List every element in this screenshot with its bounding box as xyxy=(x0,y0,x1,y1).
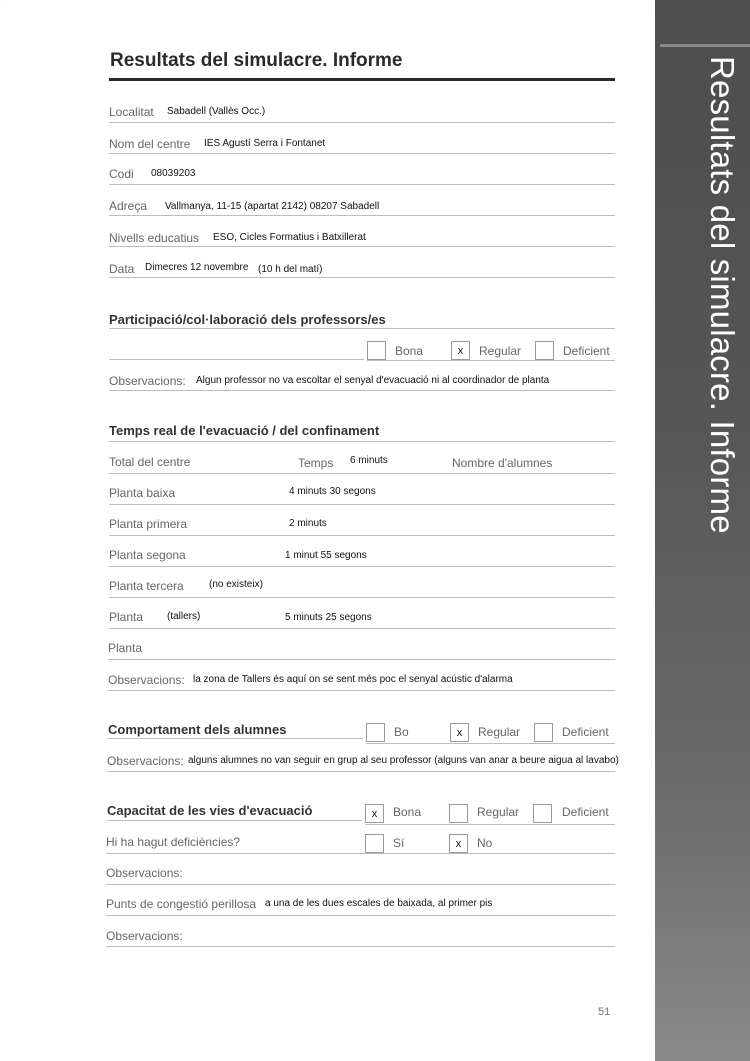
planta-row-line xyxy=(109,504,615,505)
deficiencies-label: Hi ha hagut deficiències? xyxy=(106,835,241,849)
codi-value[interactable]: 08039203 xyxy=(151,168,196,179)
planta-row-note[interactable]: (no existeix) xyxy=(209,579,263,590)
comportament-options-line xyxy=(366,743,615,744)
participacio-obs-label: Observacions: xyxy=(109,374,186,388)
capacitat-heading: Capacitat de les vies d'evacuació xyxy=(107,803,313,818)
planta-row-label: Planta segona xyxy=(109,548,186,562)
comportament-heading: Comportament dels alumnes xyxy=(108,722,287,737)
capacitat-obs-label: Observacions: xyxy=(106,866,183,880)
deficiencies-no-label: No xyxy=(477,836,493,850)
comportament-obs-value[interactable]: alguns alumnes no van seguir en grup al seu professor (alguns van anar a beure aigua al lavabo) xyxy=(188,755,619,766)
data-label: Data xyxy=(109,262,135,276)
participacio-obs-line xyxy=(109,390,615,391)
comportament-regular-label: Regular xyxy=(478,725,521,739)
participacio-regular-checkbox[interactable]: x xyxy=(451,341,470,360)
congestio-line xyxy=(106,915,615,916)
participacio-deficient-label: Deficient xyxy=(563,344,610,358)
planta-row-value[interactable]: 1 minut 55 segons xyxy=(285,550,367,561)
nivells-line xyxy=(109,246,615,247)
nivells-value[interactable]: ESO, Cicles Formatius i Batxillerat xyxy=(213,232,366,243)
capacitat-deficient-checkbox[interactable] xyxy=(533,804,552,823)
planta-row-line xyxy=(109,535,615,536)
participacio-options-line-right xyxy=(367,360,615,361)
centre-value[interactable]: IES Agustí Serra i Fontanet xyxy=(204,138,326,149)
comportament-bo-label: Bo xyxy=(394,725,409,739)
capacitat-bona-checkbox[interactable]: x xyxy=(365,804,384,823)
total-centre-label: Total del centre xyxy=(109,455,191,469)
centre-label: Nom del centre xyxy=(109,137,191,151)
localitat-line xyxy=(109,122,615,123)
sidebar-title: Resultats del simulacre. Informe xyxy=(704,56,741,534)
temps-heading: Temps real de l'evacuació / del confinament xyxy=(109,423,380,438)
localitat-label: Localitat xyxy=(109,105,154,119)
planta-row-label: Planta primera xyxy=(109,517,188,531)
capacitat-regular-checkbox[interactable] xyxy=(449,804,468,823)
capacitat-options-line xyxy=(365,824,615,825)
planta-row-value[interactable]: 2 minuts xyxy=(289,518,327,529)
planta-row-note[interactable]: (tallers) xyxy=(167,611,201,622)
planta-row-value[interactable]: 5 minuts 25 segons xyxy=(285,612,372,623)
data-line xyxy=(109,277,615,278)
comportament-deficient-checkbox[interactable] xyxy=(534,723,553,742)
participacio-heading-line xyxy=(109,328,615,329)
capacitat-obs-line xyxy=(106,884,615,885)
participacio-regular-label: Regular xyxy=(479,344,522,358)
centre-line xyxy=(109,153,615,154)
temps-obs-line xyxy=(108,690,615,691)
comportament-obs-line xyxy=(107,771,615,772)
comportament-regular-checkbox[interactable]: x xyxy=(450,723,469,742)
temps-obs-value[interactable]: la zona de Tallers és aquí on se sent més poc el senyal acústic d'alarma xyxy=(193,674,513,685)
temps-obs-label: Observacions: xyxy=(108,673,185,687)
participacio-bona-checkbox[interactable] xyxy=(367,341,386,360)
deficiencies-no-checkbox[interactable]: x xyxy=(449,834,468,853)
comportament-deficient-label: Deficient xyxy=(562,725,609,739)
comportament-heading-line xyxy=(108,738,363,739)
nivells-label: Nivells educatius xyxy=(109,231,200,245)
planta-row-label: Planta tercera xyxy=(109,579,184,593)
codi-line xyxy=(109,184,615,185)
localitat-value[interactable]: Sabadell (Vallès Occ.) xyxy=(167,106,266,117)
planta-row-line xyxy=(109,597,615,598)
participacio-bona-label: Bona xyxy=(395,344,424,358)
total-centre-line xyxy=(109,473,615,474)
congestio-label: Punts de congestió perillosa xyxy=(106,897,257,911)
data-time-value[interactable]: (10 h del matí) xyxy=(258,264,323,275)
planta-row-label: Planta baixa xyxy=(109,486,176,500)
capacitat-deficient-label: Deficient xyxy=(562,805,609,819)
deficiencies-si-checkbox[interactable] xyxy=(365,834,384,853)
capacitat-bona-label: Bona xyxy=(393,805,422,819)
capacitat-heading-line xyxy=(107,820,362,821)
participacio-options-line xyxy=(109,359,364,360)
planta-row-line xyxy=(109,628,615,629)
comportament-obs-label: Observacions: xyxy=(107,754,184,768)
adreca-line xyxy=(109,215,615,216)
planta-row-line xyxy=(108,659,615,660)
capacitat-obs2-label: Observacions: xyxy=(106,929,183,943)
adreca-label: Adreça xyxy=(109,199,148,213)
planta-row-value[interactable]: 4 minuts 30 segons xyxy=(289,486,376,497)
page-number: 51 xyxy=(598,1006,611,1018)
nombre-alumnes-label: Nombre d'alumnes xyxy=(452,456,553,470)
planta-row-line xyxy=(109,566,615,567)
codi-label: Codi xyxy=(109,167,134,181)
comportament-bo-checkbox[interactable] xyxy=(366,723,385,742)
temps-heading-line xyxy=(109,441,615,442)
temps-label: Temps xyxy=(298,456,334,470)
deficiencies-line xyxy=(106,853,615,854)
planta-row-label: Planta xyxy=(109,610,144,624)
planta-row-label: Planta xyxy=(108,641,143,655)
participacio-obs-value[interactable]: Algun professor no va escoltar el senyal d'evacuació ni al coordinador de planta xyxy=(196,375,550,386)
capacitat-obs2-line xyxy=(106,946,615,947)
title-rule xyxy=(109,78,615,81)
sidebar-divider xyxy=(660,44,750,47)
corner-mark: ... xyxy=(4,4,7,8)
deficiencies-si-label: Sí xyxy=(393,836,405,850)
page-title: Resultats del simulacre. Informe xyxy=(110,50,403,71)
congestio-value[interactable]: a una de les dues escales de baixada, al primer pis xyxy=(265,898,493,909)
adreca-value[interactable]: Vallmanya, 11-15 (apartat 2142) 08207 Sabadell xyxy=(165,201,380,212)
participacio-deficient-checkbox[interactable] xyxy=(535,341,554,360)
temps-value[interactable]: 6 minuts xyxy=(350,455,388,466)
data-value[interactable]: Dimecres 12 novembre xyxy=(145,262,249,273)
participacio-heading: Participació/col·laboració dels professors/es xyxy=(109,312,386,327)
capacitat-regular-label: Regular xyxy=(477,805,520,819)
